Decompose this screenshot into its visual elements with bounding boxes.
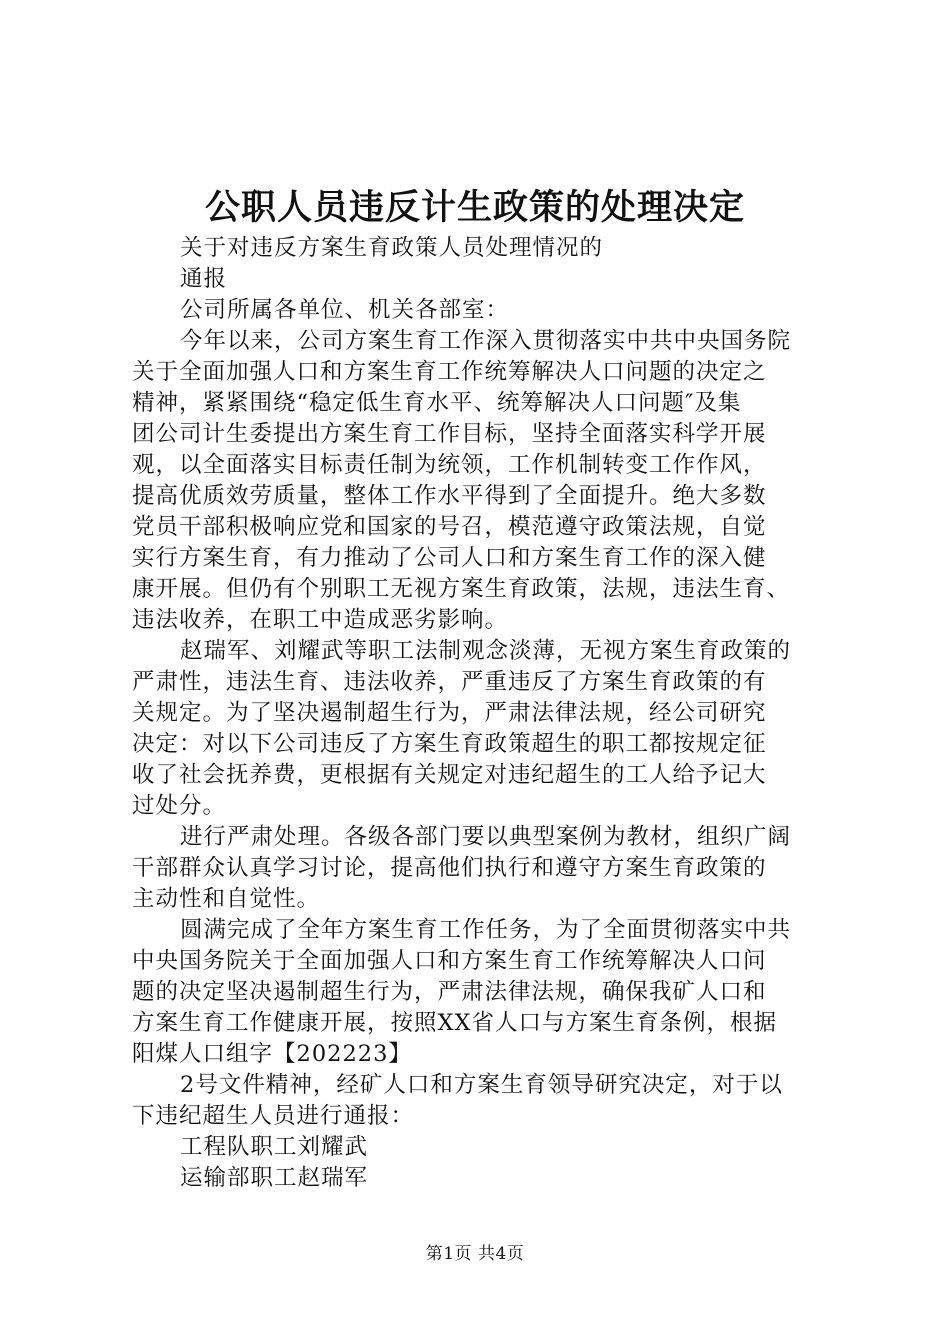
text-line: 阳煤人口组字【202223】 <box>132 1041 412 1067</box>
text-line: 观，以全面落实目标责任制为统领，工作机制转变工作作风， <box>132 452 767 478</box>
document-title: 公职人员违反计生政策的处理决定 <box>204 187 745 228</box>
text-line: 进行严肃处理。各级各部门要以典型案例为教材，组织广阔 <box>180 824 792 850</box>
text-line: 违法收养，在职工中造成恶劣影响。 <box>132 607 509 633</box>
text-line: 方案生育工作健康开展，按照XX省人口与方案生育条例，根据 <box>132 1010 778 1036</box>
text-line: 团公司计生委提出方案生育工作目标，坚持全面落实科学开展 <box>132 421 767 447</box>
text-line: 题的决定坚决遏制超生行为，严肃法律法规，确保我矿人口和 <box>132 979 767 1005</box>
text-line: 精神，紧紧围绕“稳定低生育水平、统筹解决人口问题″及集 <box>132 390 742 416</box>
text-line: 运输部职工赵瑞军 <box>180 1165 369 1191</box>
text-line: 党员干部积极响应党和国家的号召，模范遵守政策法规，自觉 <box>132 514 767 540</box>
text-line: 今年以来，公司方案生育工作深入贯彻落实中共中央国务院 <box>180 328 792 354</box>
text-line: 通报 <box>180 266 228 292</box>
text-line: 过处分。 <box>132 793 227 819</box>
text-line: 实行方案生育，有力推动了公司人口和方案生育工作的深入健 <box>132 545 767 571</box>
text-line: 干部群众认真学习讨论，提高他们执行和遵守方案生育政策的 <box>132 855 767 881</box>
text-line: 关规定。为了坚决遏制超生行为，严肃法律法规，经公司研究 <box>132 700 767 726</box>
text-line: 中央国务院关于全面加强人口和方案生育工作统筹解决人口问 <box>132 948 767 974</box>
text-line: 赵瑞军、刘耀武等职工法制观念淡薄，无视方案生育政策的 <box>180 638 792 664</box>
text-line: 关于对违反方案生育政策人员处理情况的 <box>180 235 604 261</box>
text-line: 公司所属各单位、机关各部室： <box>180 297 510 323</box>
document-body <box>132 233 837 1194</box>
text-line: 关于全面加强人口和方案生育工作统筹解决人口问题的决定之 <box>132 359 767 385</box>
text-line: 主动性和自觉性。 <box>132 886 321 912</box>
text-line: 工程队职工刘耀武 <box>180 1134 369 1160</box>
text-line: 下违纪超生人员进行通报： <box>132 1103 415 1129</box>
text-line: 圆满完成了全年方案生育工作任务，为了全面贯彻落实中共 <box>180 917 792 943</box>
page-footer: 第1页 共4页 <box>425 1244 525 1264</box>
text-line: 收了社会抚养费，更根据有关规定对违纪超生的工人给予记大 <box>132 762 767 788</box>
text-line: 2号文件精神，经矿人口和方案生育领导研究决定，对于以 <box>180 1072 783 1098</box>
text-line: 康开展。但仍有个别职工无视方案生育政策，法规，违法生育、 <box>132 576 791 602</box>
text-line: 决定：对以下公司违反了方案生育政策超生的职工都按规定征 <box>132 731 767 757</box>
text-line: 严肃性，违法生育、违法收养，严重违反了方案生育政策的有 <box>132 669 767 695</box>
text-line: 提高优质效劳质量，整体工作水平得到了全面提升。绝大多数 <box>132 483 767 509</box>
